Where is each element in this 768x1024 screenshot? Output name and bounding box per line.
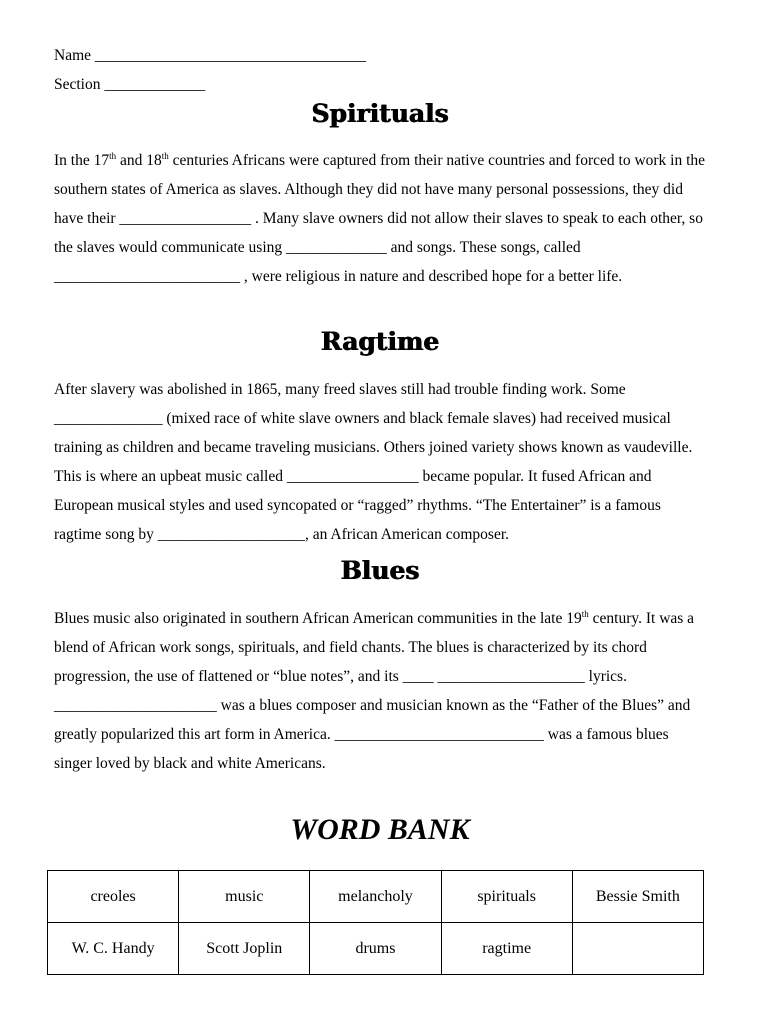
spirituals-text-start: In the 17 [54, 152, 110, 169]
table-row [48, 871, 704, 923]
ordinal-suffix: th [109, 150, 117, 161]
word-bank-cell: creoles [48, 871, 179, 923]
blues-heading: Blues [340, 556, 420, 585]
word-bank-cell: Bessie Smith [572, 871, 703, 923]
section-field[interactable]: Section _____________ [54, 76, 206, 93]
blues-text-start: Blues music also originated in southern African American communities in the late 19 [54, 610, 582, 627]
word-bank-title: WORD BANK [290, 813, 470, 846]
name-field[interactable]: Name ___________________________________ [54, 47, 367, 64]
word-bank-cell: Scott Joplin [179, 923, 310, 975]
blues-paragraph [54, 604, 706, 778]
spirituals-heading: Spirituals [311, 99, 449, 128]
word-bank-cell: spirituals [441, 871, 572, 923]
ragtime-paragraph: After slavery was abolished in 1865, many freed slaves still had trouble finding work. Some ______________ (mixed race of white slave owners and black female slaves) had received musical training as children and became traveling musicians. Others joined variety shows known as vaudeville. This is where an upbeat music called _________________ became popular. It fused African and European musical styles and used syncopated or “ragged” rhythms. “The Entertainer” is a famous ragtime song by ___________________, an African American composer. [54, 381, 693, 543]
spirituals-text-mid: and 18 [116, 152, 162, 169]
table-row [48, 923, 704, 975]
word-bank-cell: music [179, 871, 310, 923]
ordinal-suffix: th [581, 608, 589, 619]
word-bank-cell: ragtime [441, 923, 572, 975]
blues-text-rest: century. It was a blend of African work songs, spirituals, and field chants. The blues is characterized by its chord progression, the use of flattened or “blue notes”, and its ____ ___________________ lyrics. _____________________ was a blues composer and musician known as the “Father of the Blues” and greatly popularized this art form in America. ___________________________ was a famous blues singer loved by black and white Americans. [54, 610, 695, 772]
word-bank-cell: W. C. Handy [48, 923, 179, 975]
word-bank-cell: melancholy [310, 871, 441, 923]
word-bank-table [47, 870, 704, 975]
word-bank-cell [572, 923, 703, 975]
word-bank-cell: drums [310, 923, 441, 975]
ordinal-suffix: th [161, 150, 169, 161]
spirituals-text-rest: centuries Africans were captured from their native countries and forced to work in the southern states of America as slaves. Although they did not have many personal possessions, they did have their _________________ . Many slave owners did not allow their slaves to speak to each other, so the slaves would communicate using _____________ and songs. These songs, called ________________________ , were religious in nature and described hope for a better life. [54, 152, 706, 285]
ragtime-heading: Ragtime [320, 327, 440, 356]
spirituals-paragraph [54, 146, 706, 291]
